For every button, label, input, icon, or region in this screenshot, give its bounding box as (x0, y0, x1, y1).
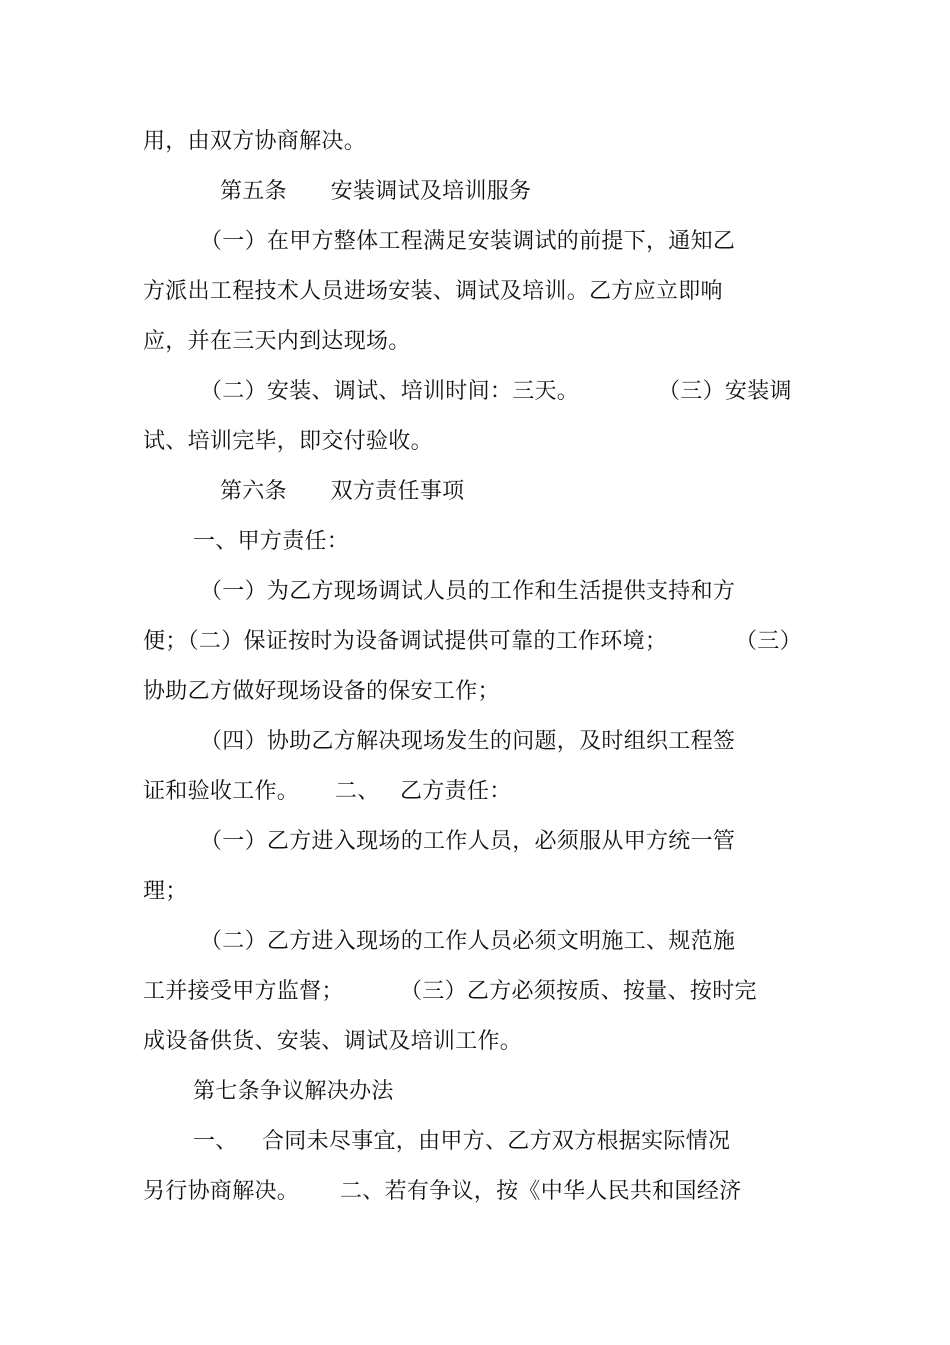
text-line-15a: 证和验收工作。 (143, 779, 300, 804)
text-line-4: 方派出工程技术人员进场安装、调试及培训。乙方应立即响 (143, 279, 723, 304)
text-line-6b: （三）安装调 (658, 379, 792, 404)
text-line-23b: 合同未尽事宜，由甲方、乙方双方根据实际情况 (262, 1129, 731, 1154)
text-line-23a: 一、 (193, 1129, 238, 1154)
section-heading-party-a: 一、甲方责任： (193, 529, 350, 554)
text-line-19: （二）乙方进入现场的工作人员必须文明施工、规范施 (200, 929, 736, 954)
text-line-24a: 另行协商解决。 (143, 1179, 300, 1204)
article-5-heading: 第五条 安装调试及培训服务 (220, 179, 532, 204)
text-line-7: 试、培训完毕，即交付验收。 (143, 429, 433, 454)
text-line-20a: 工并接受甲方监督； (143, 979, 344, 1004)
section-heading-party-b: 乙方责任： (400, 779, 512, 804)
text-line-12b: （三） (735, 629, 802, 654)
text-line-18: 理； (143, 879, 188, 904)
text-line-17: （一）乙方进入现场的工作人员，必须服从甲方统一管 (200, 829, 736, 854)
text-line-1: 用，由双方协商解决。 (143, 129, 367, 154)
text-line-24b: 二、若有争议，按《中华人民共和国经济 (340, 1179, 742, 1204)
text-line-14: （四）协助乙方解决现场发生的问题，及时组织工程签 (200, 729, 736, 754)
text-line-15b: 二、 (335, 779, 380, 804)
text-line-13: 协助乙方做好现场设备的保安工作； (143, 679, 500, 704)
text-line-6a: （二）安装、调试、培训时间：三天。 (200, 379, 580, 404)
text-line-5: 应，并在三天内到达现场。 (143, 329, 411, 354)
text-line-20b: （三）乙方必须按质、按量、按时完 (400, 979, 757, 1004)
text-line-11: （一）为乙方现场调试人员的工作和生活提供支持和方 (200, 579, 736, 604)
text-line-21: 成设备供货、安装、调试及培训工作。 (143, 1029, 523, 1054)
article-6-heading: 第六条 双方责任事项 (220, 479, 465, 504)
article-7-heading: 第七条争议解决办法 (193, 1079, 394, 1104)
text-line-3: （一）在甲方整体工程满足安装调试的前提下，通知乙 (200, 229, 736, 254)
text-line-12a: 便；（二）保证按时为设备调试提供可靠的工作环境； (143, 629, 668, 654)
